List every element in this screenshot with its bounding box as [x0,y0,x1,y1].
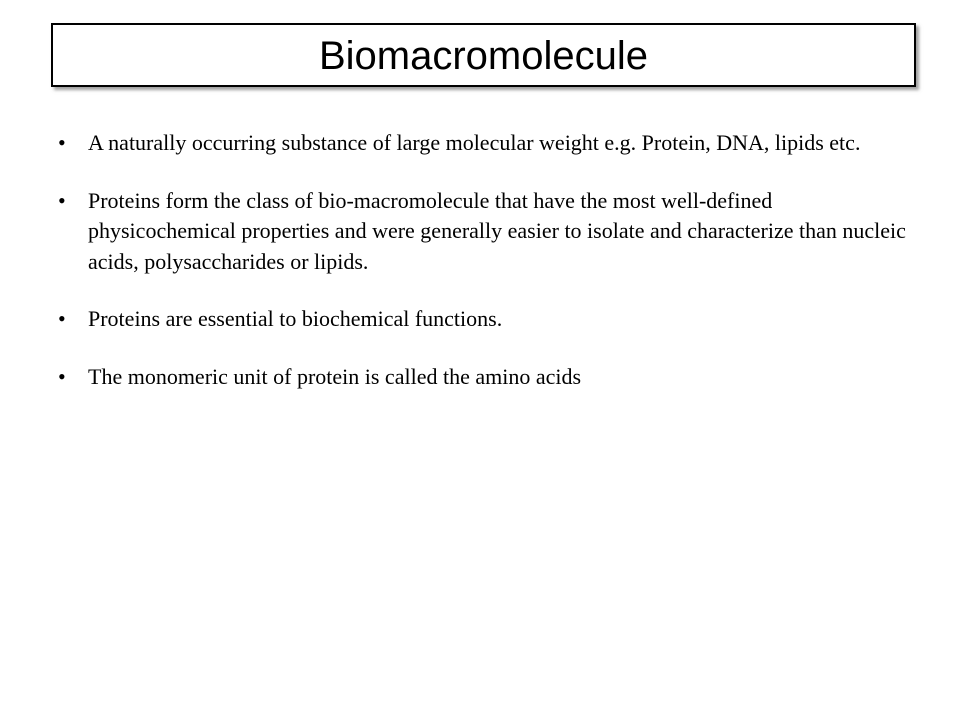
bullet-icon: • [58,187,66,213]
bullet-text: A naturally occurring substance of large molecular weight e.g. Protein, DNA, lipids etc. [88,130,861,155]
bullet-item [58,186,908,278]
bullet-item [58,128,908,159]
bullet-item [58,362,908,393]
bullet-text: The monomeric unit of protein is called the amino acids [88,363,582,389]
bullet-list [58,128,908,419]
slide-title: Biomacromolecule [318,34,649,78]
bullet-icon: • [58,306,66,331]
bullet-text: Proteins are essential to biochemical functions. [88,306,503,331]
bullet-icon: • [58,130,66,155]
bullet-item [58,304,908,335]
bullet-icon: • [58,363,66,389]
title-box [51,23,916,87]
bullet-text: Proteins form the class of bio-macromolecule that have the most well-defined physicochemical properties and were generally easier to isolate and characterize than nucleic acids, polysaccharides or lipids. [88,187,906,274]
